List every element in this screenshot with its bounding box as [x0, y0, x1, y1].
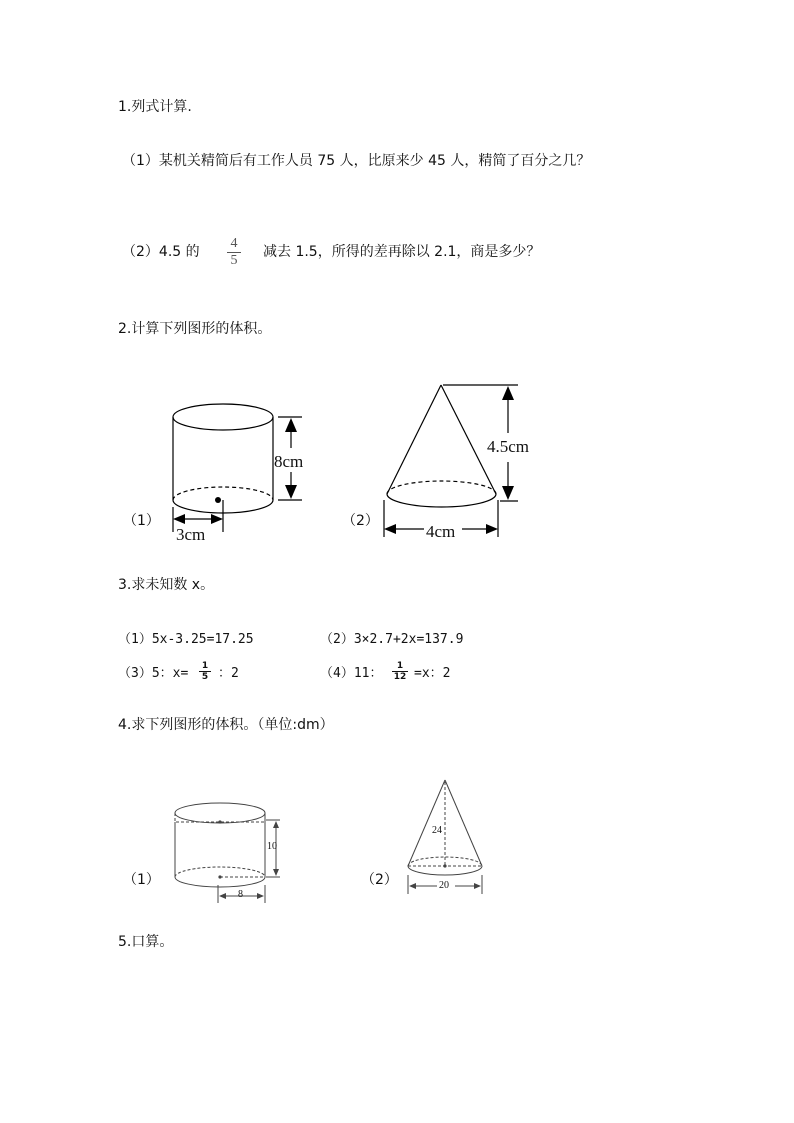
q4-fig2-index: （2） — [361, 872, 398, 888]
q3-equation-4-fraction — [392, 661, 408, 682]
q3-equation-4-prefix: （4）11： — [320, 666, 383, 681]
q2-cone-height-label: 4.5cm — [487, 437, 530, 456]
q4-heading: 4.求下列图形的体积。（单位:dm） — [118, 717, 334, 733]
q3-equation-3-prefix: （3）5：x= — [118, 666, 189, 681]
q3-eq4-numerator: 1 — [396, 661, 404, 671]
q3-heading: 3.求未知数 x。 — [118, 577, 215, 593]
q2-cylinder-top — [173, 404, 273, 430]
q2-fig2-index: （2） — [342, 513, 379, 529]
q2-cone-diameter-label: 4cm — [426, 522, 456, 541]
q3-equation-3-fraction — [199, 661, 211, 682]
q1-fraction — [227, 236, 241, 269]
q1-part1-text: （1）某机关精简后有工作人员 75 人，比原来少 45 人，精简了百分之几？ — [122, 153, 591, 169]
q2-fig1-index: （1） — [123, 513, 160, 529]
q4-cone-height-label: 24 — [432, 825, 442, 836]
q3-equation-1: （1）5x-3.25=17.25 — [118, 632, 254, 647]
q1-heading: 1.列式计算. — [118, 99, 192, 115]
q1-fraction-denominator: 5 — [227, 252, 241, 269]
q3-equation-4-suffix: =x：2 — [414, 666, 451, 681]
q3-eq4-denominator: 12 — [393, 672, 407, 682]
q4-fig1-index: （1） — [123, 872, 160, 888]
q3-eq3-denominator: 5 — [199, 671, 211, 682]
q3-eq3-numerator: 1 — [201, 661, 209, 671]
q1-fraction-numerator: 4 — [230, 236, 238, 251]
q2-cylinder-center-dot — [215, 497, 221, 503]
q4-cylinder-radius-label: 8 — [238, 889, 243, 900]
q2-cylinder-radius-label: 3cm — [176, 525, 206, 544]
q2-heading: 2.计算下列图形的体积。 — [118, 321, 272, 337]
q1-part2-suffix: 减去 1.5，所得的差再除以 2.1，商是多少？ — [263, 244, 541, 260]
q3-equation-3-suffix: ：2 — [218, 666, 239, 681]
q3-equation-2: （2）3×2.7+2x=137.9 — [320, 632, 464, 647]
q4-cylinder-height-label: 10 — [267, 841, 277, 852]
q2-cylinder-height-label: 8cm — [274, 452, 304, 471]
q4-cone-figure — [0, 0, 1, 1]
q1-part2-prefix: （2）4.5 的 — [122, 244, 200, 260]
q5-heading: 5.口算。 — [118, 934, 174, 950]
q4-cone-diameter-label: 20 — [439, 880, 449, 891]
